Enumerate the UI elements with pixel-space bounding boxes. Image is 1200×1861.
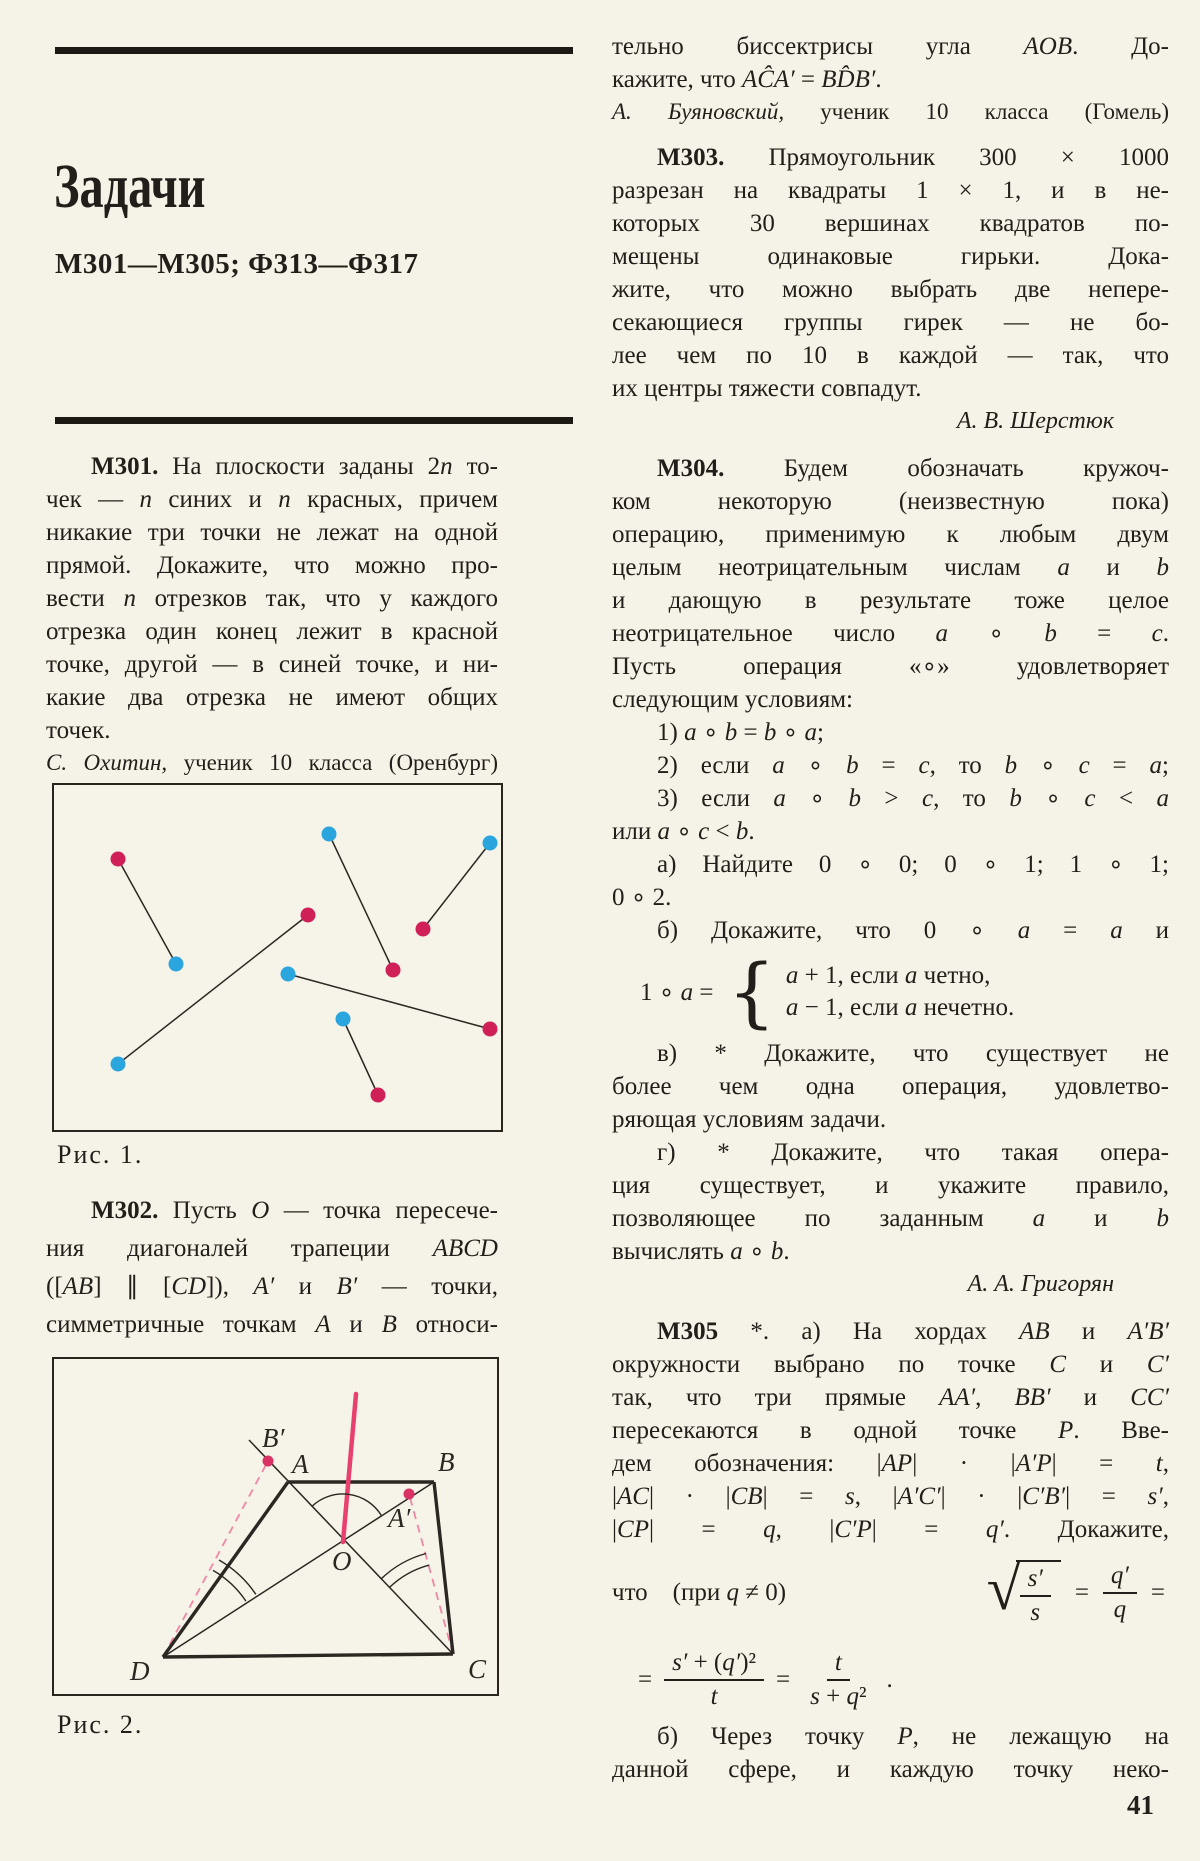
text-line: никакие три точки не лежат на одной: [46, 519, 498, 546]
problem-m302: [46, 1192, 498, 1344]
blue-point: [483, 836, 498, 851]
segment-line: [343, 1019, 378, 1095]
text-line: ния диагоналей трапеции ABCD: [46, 1235, 498, 1262]
figure-2-caption: Рис. 2.: [57, 1710, 144, 1739]
text-line: 2) если a ∘ b = c, то b ∘ c = a;: [657, 752, 1169, 779]
text-line: а) Найдите 0 ∘ 0; 0 ∘ 1; 1 ∘ 1;: [657, 851, 1169, 878]
text-line: лее чем по 10 в каждой — так, что: [612, 342, 1169, 369]
text-line: М302. Пусть О — точка пересече-: [91, 1197, 498, 1224]
blue-point: [322, 827, 337, 842]
text-line: вычислять a ∘ b.: [612, 1238, 790, 1265]
period: .: [886, 1666, 893, 1693]
figure-1: [52, 783, 503, 1132]
text-line: А. Буяновский, ученик 10 класса (Гомель): [612, 99, 1169, 124]
equals-sign: =: [1074, 1579, 1089, 1606]
vertex-label: B′: [262, 1423, 285, 1453]
text-line: точек.: [46, 717, 111, 744]
text-line: в) * Докажите, что существует не: [657, 1040, 1169, 1067]
page-title: Задачи: [54, 153, 206, 221]
pink-point: [263, 1456, 274, 1467]
vertex-label: A′: [388, 1503, 411, 1533]
red-point: [371, 1088, 386, 1103]
text-line: точке, другой — в синей точке, и ни-: [46, 651, 498, 678]
header-rule-top: [55, 47, 573, 54]
cases-lhs: 1 ∘ a =: [640, 979, 714, 1006]
fraction-s: $\frac{s'}{s}$: [1020, 1565, 1051, 1627]
angle-arc: [213, 1570, 246, 1601]
text-line: секающиеся группы гирек — не бо-: [612, 309, 1169, 336]
text-line: 0 ∘ 2.: [612, 884, 672, 911]
vertex-label: D: [130, 1656, 150, 1686]
vertex-label: B: [438, 1447, 455, 1477]
text-line: 3) если a ∘ b > c, то b ∘ c < a: [657, 785, 1169, 812]
text-line: отрезка один конец лежит в красной: [46, 618, 498, 645]
right-column-part3: [612, 1720, 1169, 1786]
fraction-sq: $\frac{\text{s′ + (q′)²}}{t}$: [664, 1649, 764, 1711]
equals-sign: =: [1150, 1579, 1165, 1606]
segment-line: [288, 974, 490, 1029]
sqrt-equation: [986, 1554, 1165, 1627]
text-line: б) Через точку P, не лежащую на: [657, 1723, 1169, 1750]
text-line: 1) a ∘ b = b ∘ a;: [657, 719, 824, 746]
figure-1-caption: Рис. 1.: [57, 1140, 144, 1169]
red-point: [416, 922, 431, 937]
sqrt-icon: [986, 1554, 1061, 1627]
formula-pre-text: что (при q ≠ 0): [612, 1579, 787, 1606]
text-line: позволяющее по заданным a и b: [612, 1205, 1169, 1232]
figure-1-plot: [54, 785, 501, 1130]
angle-arc: [389, 1565, 429, 1588]
m305-formula-line1: [612, 1546, 1169, 1640]
cases-row-even: a + 1, если a четно,: [785, 962, 991, 989]
problem-m301: [46, 450, 498, 778]
text-line: дем обозначения: |AP| · |A′P| = t,: [612, 1450, 1169, 1477]
text-line: так, что три прямые AA′, BB′ и CC′: [612, 1384, 1170, 1411]
pink-point: [404, 1489, 415, 1500]
right-column: [612, 30, 1169, 1786]
fraction-t: $\frac{t}{\text{s + q²}}$: [810, 1649, 867, 1710]
m305-formula-line2: [612, 1640, 1169, 1720]
text-line: г) * Докажите, что такая опера-: [657, 1139, 1169, 1166]
right-column-part2: [612, 1037, 1169, 1546]
figure-2: [52, 1357, 499, 1696]
segment-line: [423, 843, 490, 929]
text-line: ком некоторую (неизвестную пока): [612, 488, 1169, 515]
text-line: симметричные точкам A и B относи-: [46, 1311, 498, 1338]
fraction-q: $\frac{q'}{q}$: [1103, 1562, 1137, 1624]
text-line: Пусть операция «∘» удовлетворяет: [612, 653, 1169, 680]
right-column-part1: [612, 30, 1169, 947]
radical-sign: √: [986, 1554, 1021, 1623]
text-line: операцию, применимую к любым двум: [612, 521, 1169, 548]
segment-line: [118, 915, 308, 1064]
red-point: [111, 852, 126, 867]
text-line: вести n отрезков так, что у каждого: [46, 585, 498, 612]
blue-point: [111, 1057, 126, 1072]
text-line: окружности выбрано по точке C и C′: [612, 1351, 1169, 1378]
text-line: целым неотрицательным числам a и b: [612, 554, 1169, 581]
blue-point: [281, 967, 296, 982]
brace-icon: {: [727, 946, 776, 1036]
text-line: неотрицательное число a ∘ b = c.: [612, 620, 1169, 647]
text-line: данной сфере, и каждую точку неко-: [612, 1756, 1169, 1783]
text-line: М301. На плоскости заданы 2n то-: [91, 453, 499, 480]
text-line: тельно биссектрисы угла AOB. До-: [612, 33, 1169, 60]
vertex-label: O: [332, 1546, 352, 1576]
text-line: |CP| = q, |C′P| = q′. Докажите,: [612, 1516, 1169, 1543]
blue-point: [336, 1012, 351, 1027]
page-number: 41: [1127, 1790, 1154, 1820]
text-line: ряющая условиям задачи.: [612, 1106, 887, 1133]
text-line: М304. Будем обозначать кружоч-: [657, 455, 1169, 482]
text-line: которых 30 вершинах квадратов по-: [612, 210, 1169, 237]
text-line: б) Докажите, что 0 ∘ a = a и: [657, 917, 1169, 944]
text-line: или a ∘ c < b.: [612, 818, 755, 845]
text-line: прямой. Докажите, что можно про-: [46, 552, 498, 579]
trapezoid-side: [434, 1482, 453, 1654]
trapezoid-side: [163, 1482, 288, 1657]
segment-line: [118, 859, 176, 964]
header-rule-bottom: [55, 417, 573, 424]
radicand: [1016, 1560, 1061, 1627]
text-line: какие два отрезка не имеют общих: [46, 684, 498, 711]
segment-line: [329, 834, 393, 970]
text-line: мещены одинаковые гирьки. Дока-: [612, 243, 1169, 270]
text-line: |AC| · |CB| = s, |A′C′| · |C′B′| = s′,: [612, 1483, 1169, 1510]
text-line: С. Охитин, ученик 10 класса (Оренбург): [46, 750, 498, 775]
text-line: А. В. Шерстюк: [956, 408, 1114, 434]
red-point: [483, 1022, 498, 1037]
text-line: кажите, что AĈA′ = BD̂B′.: [612, 66, 882, 93]
equals-sign: =: [638, 1666, 653, 1693]
red-point: [301, 908, 316, 923]
blue-point: [169, 957, 184, 972]
text-line: и дающую в результате тоже целое: [612, 587, 1169, 614]
text-line: их центры тяжести совпадут.: [612, 375, 922, 402]
figure-2-diagram: [54, 1359, 497, 1694]
red-point: [386, 963, 401, 978]
trapezoid-side: [163, 1654, 453, 1657]
text-line: А. А. Григорян: [967, 1271, 1114, 1297]
cases-rows: [786, 962, 1014, 1022]
text-line: ([AB] ∥ [CD]), A′ и B′ — точки,: [46, 1273, 498, 1300]
cases-row-odd: a − 1, если a нечетно.: [785, 994, 1015, 1021]
dashed-pink-line: [163, 1461, 268, 1657]
text-line: пересекаются в одной точке P. Вве-: [612, 1417, 1169, 1444]
m304-cases-formula: [612, 946, 1169, 1036]
equals-sign: =: [776, 1666, 791, 1693]
text-line: более чем одна операция, удовлетво-: [612, 1073, 1169, 1100]
text-line: чек — n синих и n красных, причем: [46, 486, 498, 513]
page-subtitle: М301—М305; Ф313—Ф317: [55, 248, 419, 280]
text-line: разрезан на квадраты 1 × 1, и в не-: [612, 177, 1169, 204]
vertex-label: A: [292, 1449, 309, 1479]
text-line: следующим условиям:: [612, 686, 853, 713]
text-line: М305 *. а) На хордах AB и A′B′: [657, 1318, 1169, 1345]
bisector-line: [343, 1394, 356, 1542]
vertex-label: C: [468, 1654, 487, 1684]
text-line: жите, что можно выбрать две непере-: [612, 276, 1169, 303]
text-line: М303. Прямоугольник 300 × 1000: [657, 144, 1169, 171]
angle-arc: [381, 1554, 426, 1580]
text-line: ция существует, и укажите правило,: [612, 1172, 1169, 1199]
